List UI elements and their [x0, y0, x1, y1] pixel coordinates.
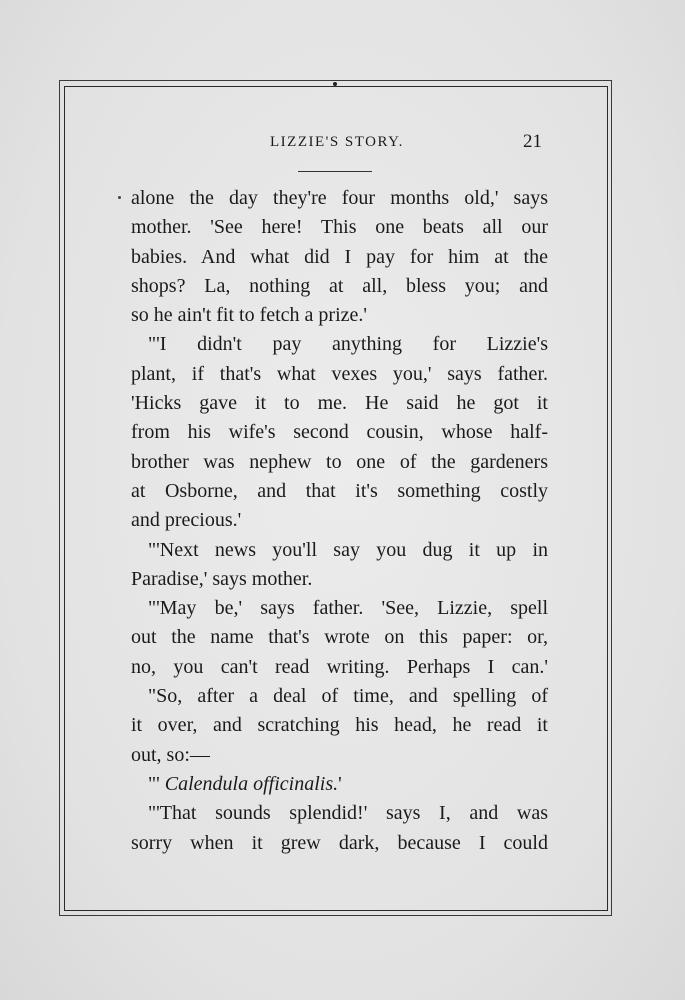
- text-line: brother was nephew to one of the gardeners: [131, 450, 548, 473]
- text-line: "So, after a deal of time, and spelling of: [148, 685, 548, 708]
- text-line: so he ain't fit to fetch a prize.': [131, 304, 368, 327]
- quote-close: ': [338, 772, 342, 795]
- header-rule: [298, 171, 372, 172]
- margin-mark: [118, 196, 121, 199]
- text-line: it over, and scratching his head, he read it: [131, 714, 548, 737]
- text-line: mother. 'See here! This one beats all our: [131, 216, 548, 239]
- printer-mark: [333, 82, 337, 86]
- page-number: 21: [523, 131, 542, 152]
- running-title: LIZZIE'S STORY.: [270, 134, 404, 150]
- text-line: out, so:—: [131, 743, 210, 766]
- text-line: plant, if that's what vexes you,' says father.: [131, 362, 548, 385]
- text-line: babies. And what did I pay for him at the: [131, 245, 548, 268]
- text-line: "'Next news you'll say you dug it up in: [148, 538, 548, 561]
- text-line-latin-name: [131, 770, 548, 799]
- text-line: at Osborne, and that it's something costly: [131, 479, 548, 502]
- text-line: and precious.': [131, 509, 242, 532]
- text-line: shops? La, nothing at all, bless you; and: [131, 274, 548, 297]
- text-line: out the name that's wrote on this paper: or,: [131, 626, 548, 649]
- body-text: [131, 184, 548, 858]
- text-line: alone the day they're four months old,' says: [131, 187, 548, 209]
- text-line: "'That sounds splendid!' says I, and was: [148, 802, 548, 825]
- quote-open: "': [148, 772, 165, 795]
- text-line: "'May be,' says father. 'See, Lizzie, spell: [148, 597, 548, 620]
- text-line: sorry when it grew dark, because I could: [131, 831, 548, 854]
- text-line: "'I didn't pay anything for Lizzie's: [148, 333, 548, 356]
- text-line: from his wife's second cousin, whose half-: [131, 421, 548, 444]
- text-line: Paradise,' says mother.: [131, 567, 313, 590]
- text-line: no, you can't read writing. Perhaps I can.': [131, 655, 548, 678]
- botanical-name: Calendula officinalis.: [164, 772, 339, 795]
- text-line: 'Hicks gave it to me. He said he got it: [131, 392, 548, 415]
